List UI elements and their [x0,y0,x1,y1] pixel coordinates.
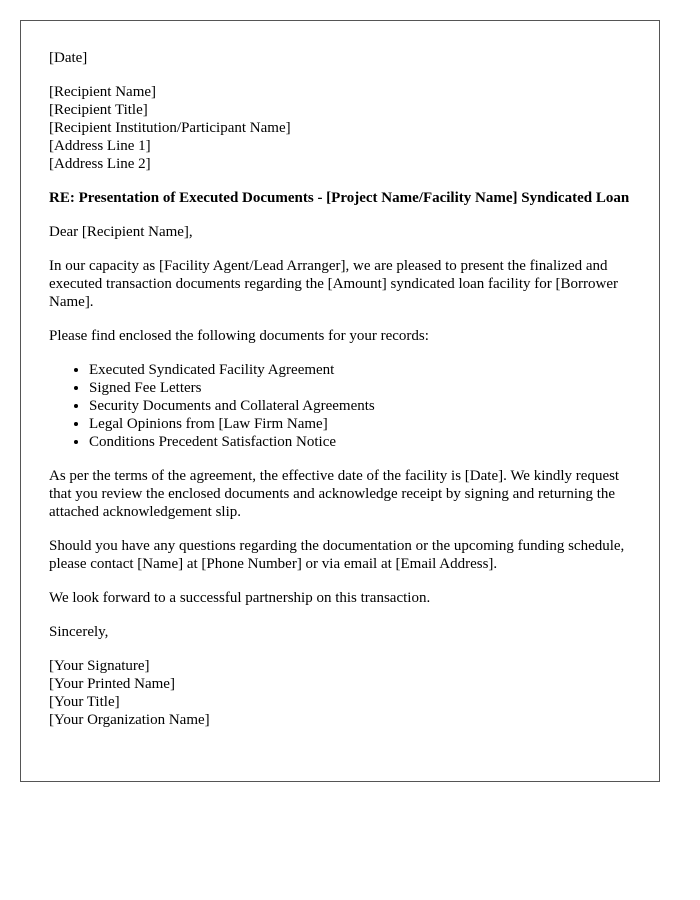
sender-title: [Your Title] [49,694,120,710]
salutation: Dear [Recipient Name], [49,224,193,240]
enclosures-list [49,361,631,451]
enclosures-intro: Please find enclosed the following documents for your records: [49,328,429,344]
intro-paragraph: In our capacity as [Facility Agent/Lead Arranger], we are pleased to present the finalized and executed transaction documents regarding the [Amount] syndicated loan facility for [Borrower Name]. [49,258,618,310]
list-item: • Conditions Precedent Satisfaction Notice [89,433,631,451]
closing-paragraph: We look forward to a successful partnership on this transaction. [49,590,431,606]
list-item: • Executed Syndicated Facility Agreement [89,361,631,379]
terms-paragraph: As per the terms of the agreement, the effective date of the facility is [Date]. We kindly request that you review the enclosed documents and acknowledge receipt by signing and returning the attached acknowledgement slip. [49,468,620,520]
list-item: • Legal Opinions from [Law Firm Name] [89,415,631,433]
signature-block [49,657,631,729]
recipient-title: [Recipient Title] [49,102,148,118]
letter-page [20,20,660,782]
subject-line: RE: Presentation of Executed Documents - [Project Name/Facility Name] Syndicated Loan [49,190,630,206]
contact-paragraph: Should you have any questions regarding the documentation or the upcoming funding schedule, please contact [Name] at [Phone Number] or via email at [Email Address]. [49,538,625,572]
recipient-institution: [Recipient Institution/Participant Name] [49,120,291,136]
list-item: • Signed Fee Letters [89,379,631,397]
letter-date [49,49,631,67]
address-line-1: [Address Line 1] [49,138,151,154]
printed-name: [Your Printed Name] [49,676,175,692]
signature-placeholder: [Your Signature] [49,658,150,674]
sign-off: Sincerely, [49,624,109,640]
list-item: • Security Documents and Collateral Agreements [89,397,631,415]
address-line-2: [Address Line 2] [49,156,151,172]
sender-organization: [Your Organization Name] [49,712,210,728]
recipient-address-block [49,83,631,173]
recipient-name: [Recipient Name] [49,84,157,100]
date-text: [Date] [49,50,88,66]
